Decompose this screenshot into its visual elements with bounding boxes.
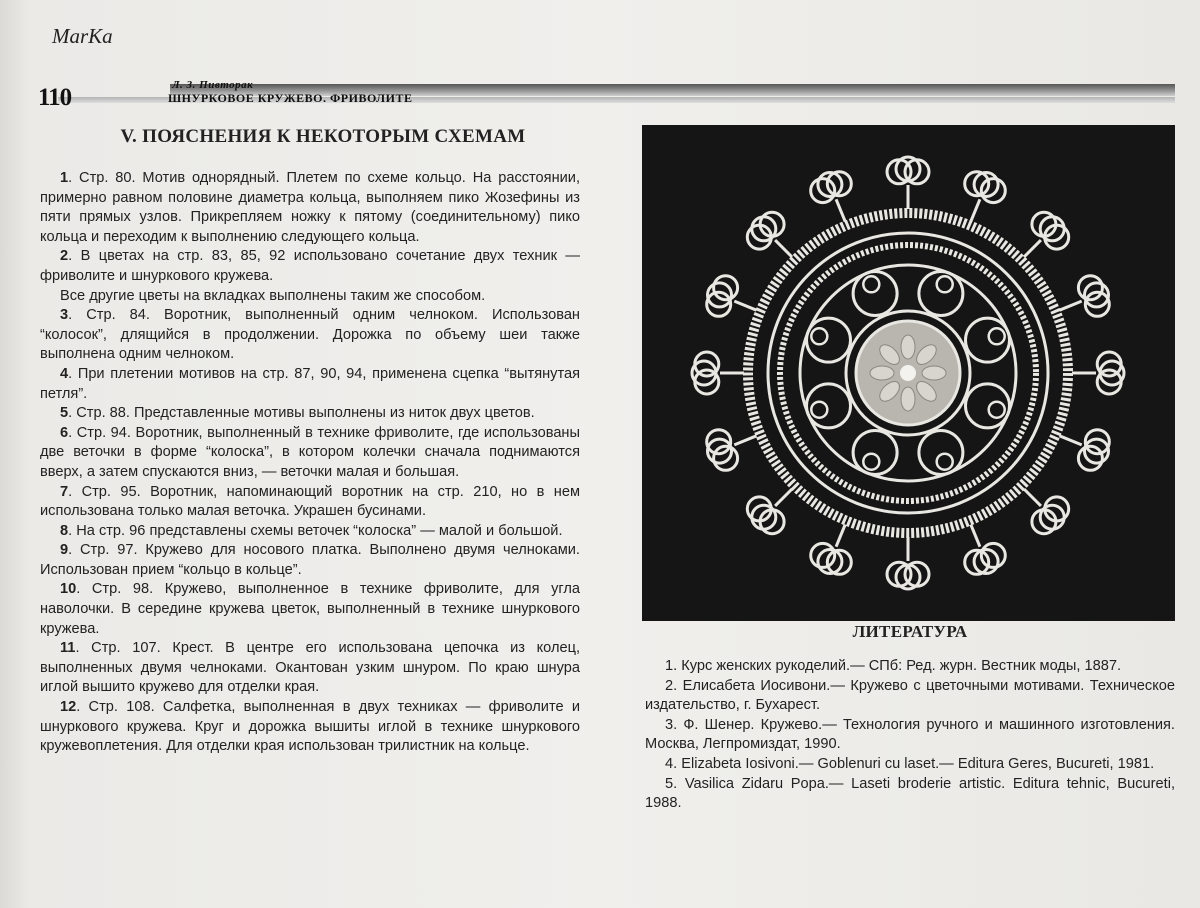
lace-stem [1024, 489, 1041, 506]
lace-stem [1060, 301, 1082, 310]
section-title: V. ПОЯСНЕНИЯ К НЕКОТОРЫМ СХЕМАМ [120, 126, 526, 147]
running-title: ШНУРКОВОЕ КРУЖЕВО. ФРИВОЛИТЕ [168, 91, 413, 105]
note-text: . На стр. 96 представлены схемы веточек “колоска” — малой и большой. [68, 522, 563, 539]
note-number: 3 [60, 307, 69, 324]
note-paragraph [40, 698, 580, 757]
note-number: 12 [60, 699, 77, 716]
note-paragraph [40, 247, 580, 286]
literature-item: 5. Vasilica Zidaru Popa.— Laseti broderie artistic. Editura tehnic, Bucureti, 1988. [645, 775, 1175, 812]
note-text: . Стр. 108. Салфетка, выполненная в двух техниках — фриволите и шнуркового кружева. Круг и дорожка вышиты иглой в технике шнуркового кружевоплетения. Для отделки края использован трилистник на кольце. [40, 699, 580, 755]
watermark: MarKa [52, 24, 113, 48]
lace-picot [989, 402, 1005, 418]
note-paragraph [40, 639, 580, 698]
note-number: 11 [60, 640, 76, 657]
lace-petal [901, 387, 915, 411]
lace-trefoil-leaf [760, 212, 784, 236]
note-text: . Стр. 95. Воротник, напоминающий воротник на стр. 210, но в нем использована только малая веточка. Украшен бусинами. [40, 483, 580, 520]
literature-item: 3. Ф. Шенер. Кружево.— Технология ручного и машинного изготовления. Москва, Легпромиздат, 1990. [645, 716, 1175, 753]
running-author: Л. З. Пивторак [172, 79, 254, 91]
note-paragraph [40, 306, 580, 365]
note-text: . Стр. 98. Кружево, выполненное в технике фриволите, для угла наволочки. В середине кружева цветок, выполненный в технике шнуркового кружева. [40, 581, 580, 637]
lace-picot [863, 276, 879, 292]
lace-bead [900, 365, 916, 381]
note-paragraph [40, 404, 580, 424]
lace-picot [989, 328, 1005, 344]
page-number: 110 [38, 84, 72, 111]
note-number: 9 [60, 542, 69, 559]
lace-stem [971, 199, 980, 221]
note-text: . Стр. 97. Кружево для носового платка. Выполнено двумя челноками. Использован прием “кольцо в кольце”. [40, 542, 580, 578]
lace-stem [836, 525, 845, 547]
lace-picot [811, 328, 827, 344]
note-text: . В цветах на стр. 83, 85, 92 использовано сочетание двух техник — фриволите и шнуркового кружева. [40, 248, 580, 284]
lace-petal [922, 366, 946, 380]
literature-list [645, 657, 1175, 814]
notes-column [40, 126, 580, 757]
note-number: 5 [60, 405, 69, 422]
note-number: 2 [60, 248, 69, 265]
lace-stem [971, 525, 980, 547]
note-paragraph [40, 522, 580, 542]
lace-stem [1060, 436, 1082, 445]
note-paragraph [40, 424, 580, 483]
lace-picot [937, 454, 953, 470]
note-number: 8 [60, 522, 69, 539]
note-paragraph [40, 169, 580, 247]
running-header [38, 79, 1175, 111]
note-text: . Стр. 107. Крест. В центре его использована цепочка из колец, выполненных двумя челноками. Окантован узким шнуром. По краю шнура иглой вышито кружево для отделки края. [40, 640, 580, 696]
note-text: . Стр. 88. Представленные мотивы выполнены из ниток двух цветов. [68, 405, 535, 422]
literature-item: 1. Курс женских рукоделий.— СПб: Ред. журн. Вестник моды, 1887. [665, 658, 1122, 674]
lace-stem [775, 240, 792, 257]
note-number: 6 [60, 424, 69, 441]
lace-stem [1024, 240, 1041, 257]
lace-stem [775, 489, 792, 506]
note-number: 10 [60, 581, 77, 598]
note-paragraph [40, 483, 580, 522]
lace-picot [937, 276, 953, 292]
note-text: . Стр. 80. Мотив однорядный. Плетем по схеме кольцо. На расстоянии, примерно равном половине диаметра кольца, выполняем пико Жозефины из пяти прямых узлов. Прикрепляем ножку к пятому (соединительному) пико кольца и переходим к выполнению следующего кольца. [40, 170, 580, 245]
note-number: 1 [60, 170, 69, 186]
lace-trefoil-leaf [747, 497, 771, 521]
lace-stem [836, 199, 845, 221]
note-text: . Стр. 94. Воротник, выполненный в технике фриволите, где использованы две веточки в форме “колоска”, в котором колечки сначала поднимаются вверх, а затем спускаются вниз, — веточки малая и большая. [40, 424, 580, 480]
lace-doily-photo [642, 125, 1175, 621]
literature-item: 4. Elizabeta Iosivoni.— Goblenuri cu laset.— Editura Geres, Bucureti, 1981. [665, 755, 1155, 772]
lace-petal [901, 335, 915, 359]
note-text: . Стр. 84. Воротник, выполненный одним челноком. Использован “колосок”, длящийся в продолжении. Дорожка по объему шеи также выполнена одним челноком. [40, 307, 580, 363]
lace-trefoil-leaf [1045, 225, 1069, 249]
doily-image [642, 125, 1175, 621]
note-paragraph [40, 541, 580, 580]
lace-picot [811, 402, 827, 418]
lace-picot [863, 454, 879, 470]
lace-stem [734, 301, 756, 310]
note-number: 4 [60, 365, 69, 382]
literature-title: ЛИТЕРАТУРА [852, 622, 968, 641]
note-paragraph [40, 287, 580, 307]
note-paragraph [40, 365, 580, 404]
note-number: 7 [60, 483, 69, 500]
note-text: . При плетении мотивов на стр. 87, 90, 94, применена сцепка “вытянутая петля”. [40, 365, 580, 402]
lace-stem [734, 436, 756, 445]
lace-trefoil-leaf [1032, 510, 1056, 534]
literature-section [645, 622, 1175, 814]
lace-petal [870, 366, 894, 380]
note-text: Все другие цветы на вкладках выполнены таким же способом. [60, 287, 486, 304]
note-paragraph [40, 580, 580, 639]
notes-paragraphs [40, 169, 580, 757]
literature-item: 2. Елисабета Иосивони.— Кружево с цветочными мотивами. Техническое издательство, г. Бухарест. [645, 677, 1175, 714]
